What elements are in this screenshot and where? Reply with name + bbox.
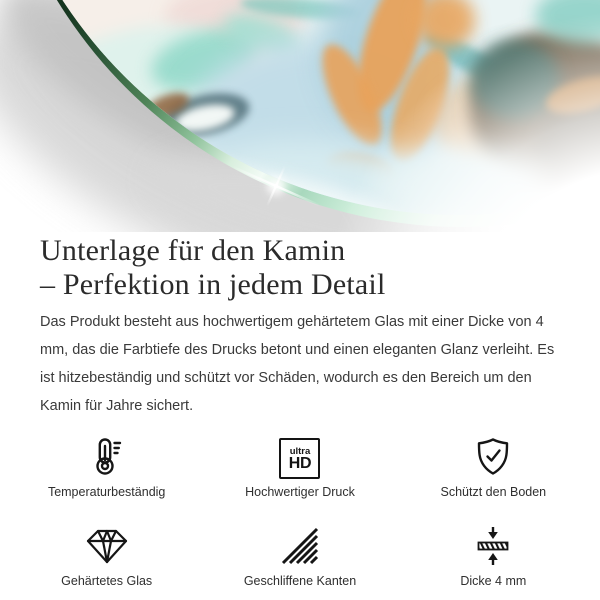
feature-temperature-resistant bbox=[10, 433, 203, 500]
feature-label: Hochwertiger Druck bbox=[245, 485, 355, 500]
shield-check-icon bbox=[471, 433, 515, 479]
polished-edges-icon bbox=[278, 522, 322, 568]
feature-label: Temperaturbeständig bbox=[47, 485, 166, 500]
feature-label: Gehärtetes Glas bbox=[61, 574, 153, 589]
feature-protects-floor bbox=[397, 433, 590, 500]
product-info-section bbox=[0, 234, 600, 589]
page-title-line2: – Perfektion in jedem Detail bbox=[40, 267, 386, 301]
diamond-icon bbox=[85, 522, 129, 568]
feature-thickness-4mm bbox=[397, 522, 590, 589]
feature-polished-edges bbox=[203, 522, 396, 589]
thermometer-icon bbox=[85, 433, 129, 479]
page-title-line1: Unterlage für den Kamin bbox=[40, 234, 346, 267]
thickness-arrows-icon bbox=[471, 522, 515, 568]
feature-label: Schützt den Boden bbox=[440, 485, 547, 500]
feature-label: Dicke 4 mm bbox=[460, 574, 527, 589]
feature-label: Geschliffene Kanten bbox=[243, 574, 357, 589]
ultra-hd-icon bbox=[279, 433, 320, 479]
ultra-hd-icon-text-bottom: HD bbox=[288, 454, 312, 472]
feature-grid bbox=[10, 433, 590, 589]
page-title bbox=[40, 234, 560, 301]
feature-tempered-glass bbox=[10, 522, 203, 589]
product-description: Das Produkt besteht aus hochwertigem gehärtetem Glas mit einer Dicke von 4 mm, das die Farbtiefe des Drucks betont und einen eleganten Glanz verleiht. Es ist hitzebeständig und schützt vor Schäden, wodurch es den Bereich um den Kamin für Jahre sichert. bbox=[40, 314, 555, 415]
product-photo bbox=[0, 0, 600, 232]
feature-high-quality-print bbox=[203, 433, 396, 500]
ultra-hd-icon-text-top: ultra bbox=[289, 445, 311, 457]
